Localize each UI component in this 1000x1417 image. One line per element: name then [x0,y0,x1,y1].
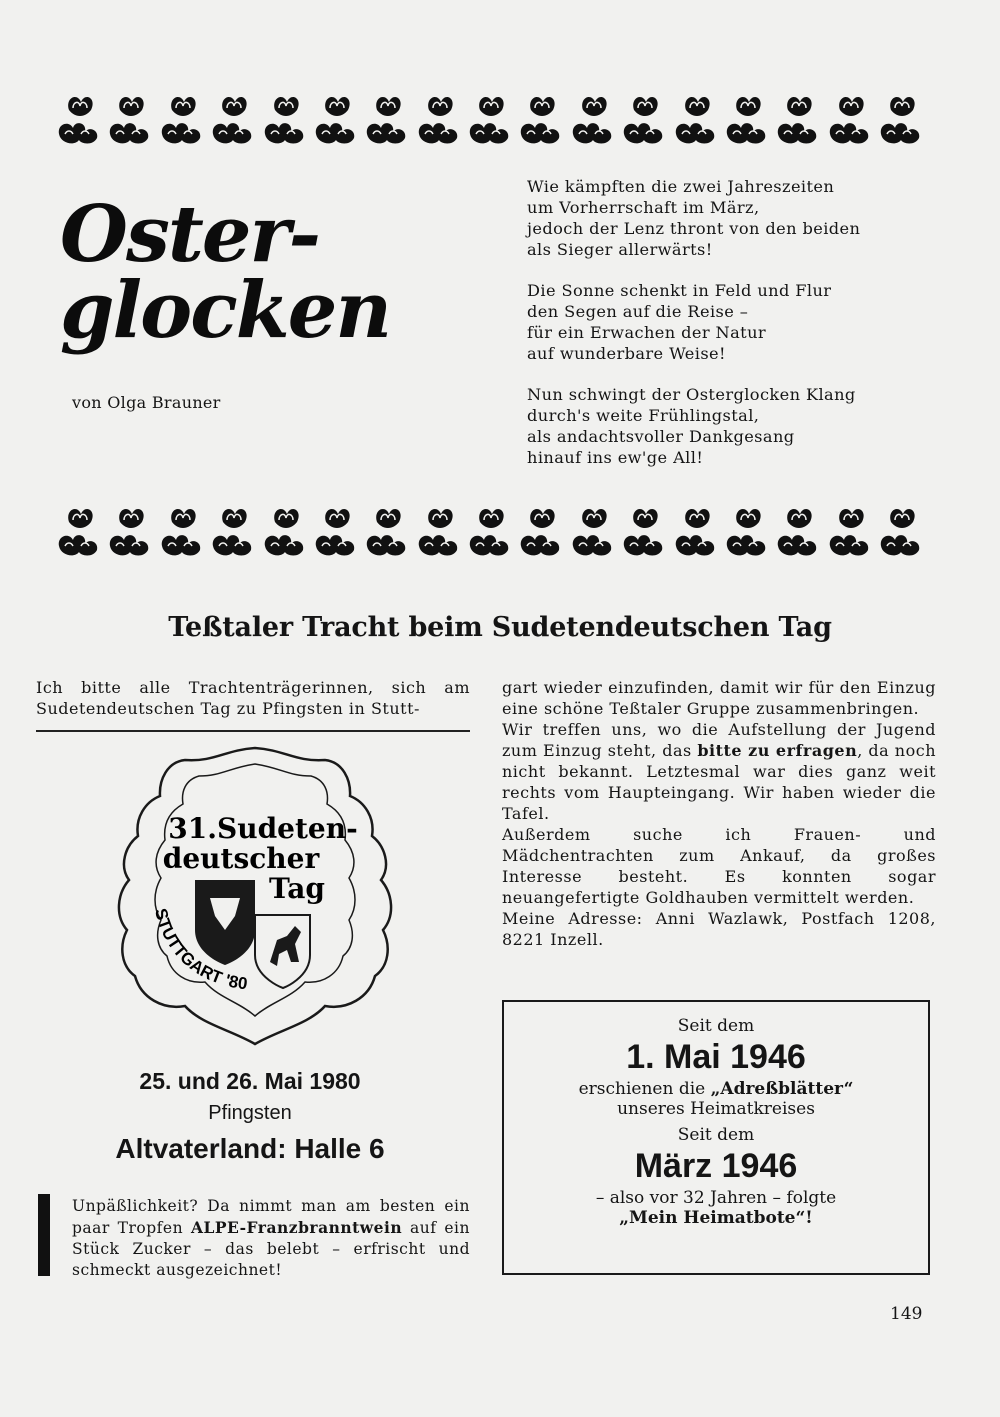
box-date1: 1. Mai 1946 [626,1038,806,1076]
flower-ornament-icon [466,500,514,560]
box-line-a [504,1079,928,1099]
article-right-text [502,677,936,950]
flower-ornament-icon [517,88,565,148]
flower-ornament-icon [877,500,925,560]
article-paragraph: gart wieder einzufinden, damit wir für den Einzug eine schöne Teßtaler Gruppe zusammenbringen. [502,678,936,718]
emblem-line2: deutscher [162,842,320,875]
flower-ornament-icon [261,500,309,560]
article-paragraph [502,719,936,824]
flower-ornament-icon [517,500,565,560]
flower-ornament-icon [466,88,514,148]
flower-ornament-icon [158,500,206,560]
flower-ornament-icon [826,500,874,560]
article-headline: Teßtaler Tracht beim Sudetendeutschen Tag [168,612,832,643]
flower-ornament-icon [261,88,309,148]
article-paragraph: Außerdem suche ich Frauen- und Mädchentrachten zum Ankauf, da großes Interesse besteht. Es konnten sogar neuangefertigte Goldhauben vermittelt werden. [502,825,936,907]
flower-ornament-icon [826,88,874,148]
flower-ornament-icon [620,500,668,560]
ad-brand: ALPE-Franzbranntwein [190,1218,403,1237]
flower-ornament-icon [774,500,822,560]
event-location: Altvaterland: Halle 6 [115,1133,385,1164]
box-date2: März 1946 [634,1147,798,1185]
article-paragraph: Meine Adresse: Anni Wazlawk, Postfach 1208, 8221 Inzell. [502,909,936,949]
page-number: 149 [890,1304,923,1324]
anniversary-box [502,1000,930,1275]
flower-ornament-icon [106,500,154,560]
emphasis-span: bitte zu erfragen [697,741,858,760]
divider [36,730,470,732]
flower-ornament-icon [877,88,925,148]
flower-ornament-icon [774,88,822,148]
event-name: Pfingsten [208,1102,292,1124]
flower-ornament-icon [106,88,154,148]
box-name2: „Mein Heimatbote“! [619,1208,813,1228]
poem-stanza: Nun schwingt der Osterglocken Klang durch's weite Frühlingstal, als andachtsvoller Dankgesang hinauf ins ew'ge All! [527,385,856,467]
emblem-city: STUTTGART '80 [151,906,249,994]
poem-title-line1: Oster- [60,189,319,280]
poem-author: von Olga Brauner [72,393,221,412]
flower-ornament-icon [209,500,257,560]
flower-ornament-icon [363,88,411,148]
flower-ornament-icon [672,88,720,148]
flower-ornament-icon [569,500,617,560]
article-left-text [36,677,470,719]
emblem-line1: 31.Sudeten- [168,812,358,845]
flower-ornament-icon [209,88,257,148]
box-line-c: – also vor 32 Jahren – folgte [595,1188,837,1208]
article-paragraph: Ich bitte alle Trachtenträgerinnen, sich am Sudetendeutschen Tag zu Pfingsten in Stutt- [36,678,470,718]
poem-stanza: Wie kämpften die zwei Jahreszeiten um Vorherrschaft im März, jedoch der Lenz thront von den beiden als Sieger allerwärts! [527,177,861,259]
box-line-b: unseres Heimatkreises [617,1099,815,1119]
flower-ornament-icon [363,500,411,560]
flower-ornament-icon [569,88,617,148]
flower-ornament-icon [620,88,668,148]
flower-ornament-icon [415,500,463,560]
flower-ornament-icon [312,88,360,148]
flower-ornament-icon [723,500,771,560]
event-emblem [105,740,405,1050]
ad-text-b: auf ein Stück Zucker – das belebt – erfrischt und schmeckt ausgezeichnet! [72,1219,470,1279]
box-seit1: Seit dem [677,1016,755,1036]
flower-ornament-icon [55,88,103,148]
text-span: , da noch nicht bekannt. Letztesmal war dies ganz weit rechts vom Haupteingang. Wir haben wieder die Tafel. [502,741,936,823]
ad-text [72,1196,470,1281]
flower-ornament-icon [55,500,103,560]
emblem-line3: Tag [269,872,325,905]
poem-text [527,176,927,488]
bottom-flower-border [55,500,925,560]
text-span: erschienen die [578,1079,711,1099]
top-flower-border [55,88,925,148]
flower-ornament-icon [415,88,463,148]
box-seit2: Seit dem [677,1125,755,1145]
flower-ornament-icon [723,88,771,148]
publication-name: „Adreßblätter“ [710,1079,854,1099]
flower-ornament-icon [158,88,206,148]
text-span: Wir treffen uns, wo die Aufstellung der Jugend zum Einzug steht, das [502,720,936,760]
ad-bar [38,1194,50,1276]
ad-text-a: Unpäßlichkeit? Da nimmt man am besten ein paar Tropfen [72,1197,470,1237]
flower-ornament-icon [312,500,360,560]
event-date: 25. und 26. Mai 1980 [139,1068,361,1094]
flower-ornament-icon [672,500,720,560]
poem-stanza: Die Sonne schenkt in Feld und Flur den Segen auf die Reise – für ein Erwachen der Natur auf wunderbare Weise! [527,281,832,363]
poem-title-line2: glocken [60,265,391,356]
